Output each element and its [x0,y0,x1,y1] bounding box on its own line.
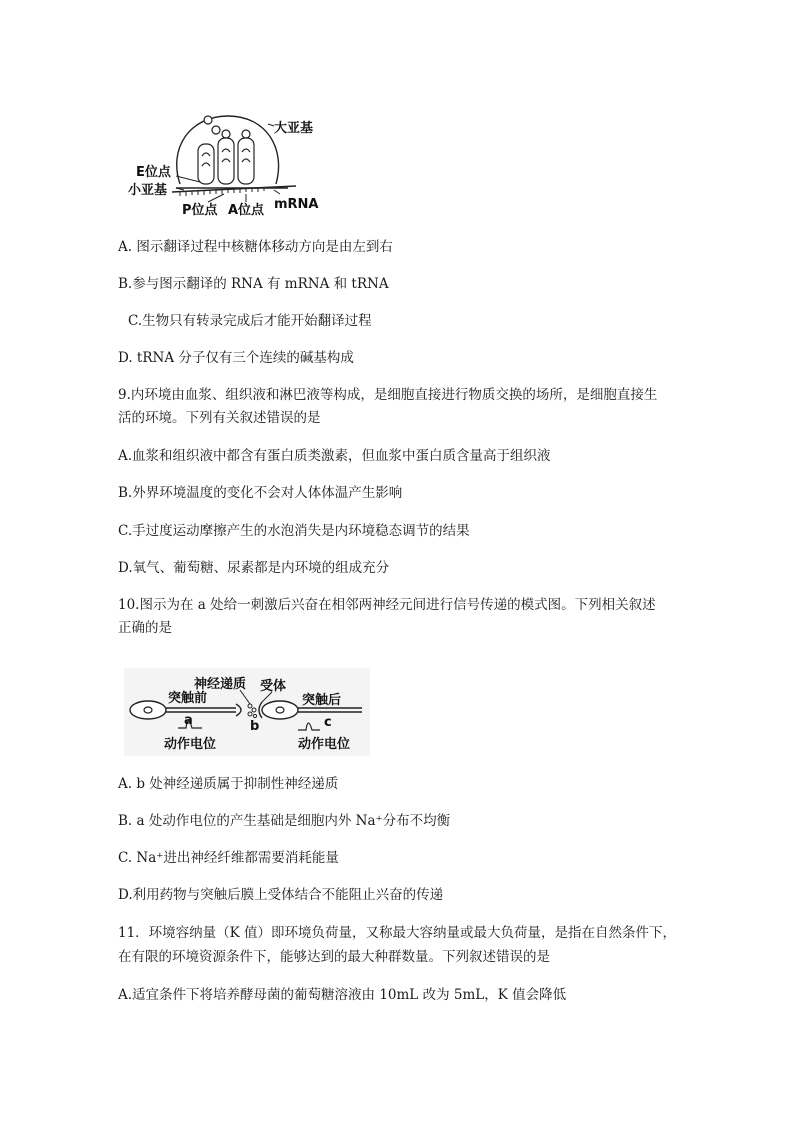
label-point-c: c [324,715,332,730]
q10-option-a: A. b 处神经递质属于抑制性神经递质 [118,776,339,792]
presynaptic-cell-body [130,701,166,719]
q9-option-c: C.手过度运动摩擦产生的水泡消失是内环境稳态调节的结果 [118,523,470,539]
label-action-potential-left: 动作电位 [164,737,217,752]
q8-option-b: B.参与图示翻译的 RNA 有 mRNA 和 tRNA [118,276,389,292]
label-neurotransmitter: 神经递质 [194,677,247,692]
q8-option-d: D. tRNA 分子仅有三个连续的碱基构成 [118,350,354,366]
label-large-subunit: 大亚基 [274,121,314,136]
label-point-a: a [184,713,193,728]
synapse-diagram [124,668,370,756]
q10-option-d: D.利用药物与突触后膜上受体结合不能阻止兴奋的传递 [118,887,444,903]
q9-option-b: B.外界环境温度的变化不会对人体体温产生影响 [118,485,403,501]
label-presynaptic: 突触前 [168,691,208,706]
trna-p-site [218,138,234,184]
leader-mrna [274,190,280,194]
label-e-site: E位点 [136,165,171,180]
q11-stem-line2: 在有限的环境资源条件下，能够达到的最大种群数量。下列叙述错误的是 [118,949,550,965]
ribosome-svg [128,108,328,220]
label-small-subunit: 小亚基 [128,183,168,198]
q10-stem-line1: 10.图示为在 a 处给一刺激后兴奋在相邻两神经元间进行信号传递的模式图。下列相关叙述 [118,597,656,613]
synapse-svg [124,668,370,756]
amino-acid-chain [204,116,250,138]
label-postsynaptic: 突触后 [302,693,342,708]
q10-option-c: C. Na⁺进出神经纤维都需要消耗能量 [118,850,339,866]
trna-a-site [238,138,254,184]
q9-stem-line2: 活的环境。下列有关叙述错误的是 [118,410,321,426]
trna-e-site [198,144,214,184]
leader-p-site [208,194,224,202]
q11-stem-line1: 11．环境容纳量（K 值）即环境负荷量，又称最大容纳量或最大负荷量，是指在自然条件下， [118,925,677,941]
label-point-b: b [250,719,260,734]
trna-group [198,138,254,184]
q10-option-b: B. a 处动作电位的产生基础是细胞内外 Na⁺分布不均衡 [118,813,451,829]
q9-option-d: D.氧气、葡萄糖、尿素都是内环境的组成充分 [118,560,390,576]
q8-option-c: C.生物只有转录完成后才能开始翻译过程 [128,313,372,329]
postsynaptic-cell-body [262,701,298,719]
label-receptor: 受体 [260,679,287,694]
q9-option-a: A.血浆和组织液中都含有蛋白质类激素，但血浆中蛋白质含量高于组织液 [118,448,551,464]
label-action-potential-right: 动作电位 [298,737,351,752]
ribosome-diagram [128,108,328,220]
label-p-site: P位点 [182,203,218,218]
q10-stem-line2: 正确的是 [118,620,172,636]
label-mrna: mRNA [274,197,319,212]
q11-option-a: A.适宜条件下将培养酵母菌的葡萄糖溶液由 10mL 改为 5mL，K 值会降低 [118,987,567,1003]
label-a-site: A位点 [228,203,265,218]
q9-stem-line1: 9.内环境由血浆、组织液和淋巴液等构成，是细胞直接进行物质交换的场所，是细胞直接生 [118,387,658,403]
q8-option-a: A. 图示翻译过程中核糖体移动方向是由左到右 [118,239,393,255]
